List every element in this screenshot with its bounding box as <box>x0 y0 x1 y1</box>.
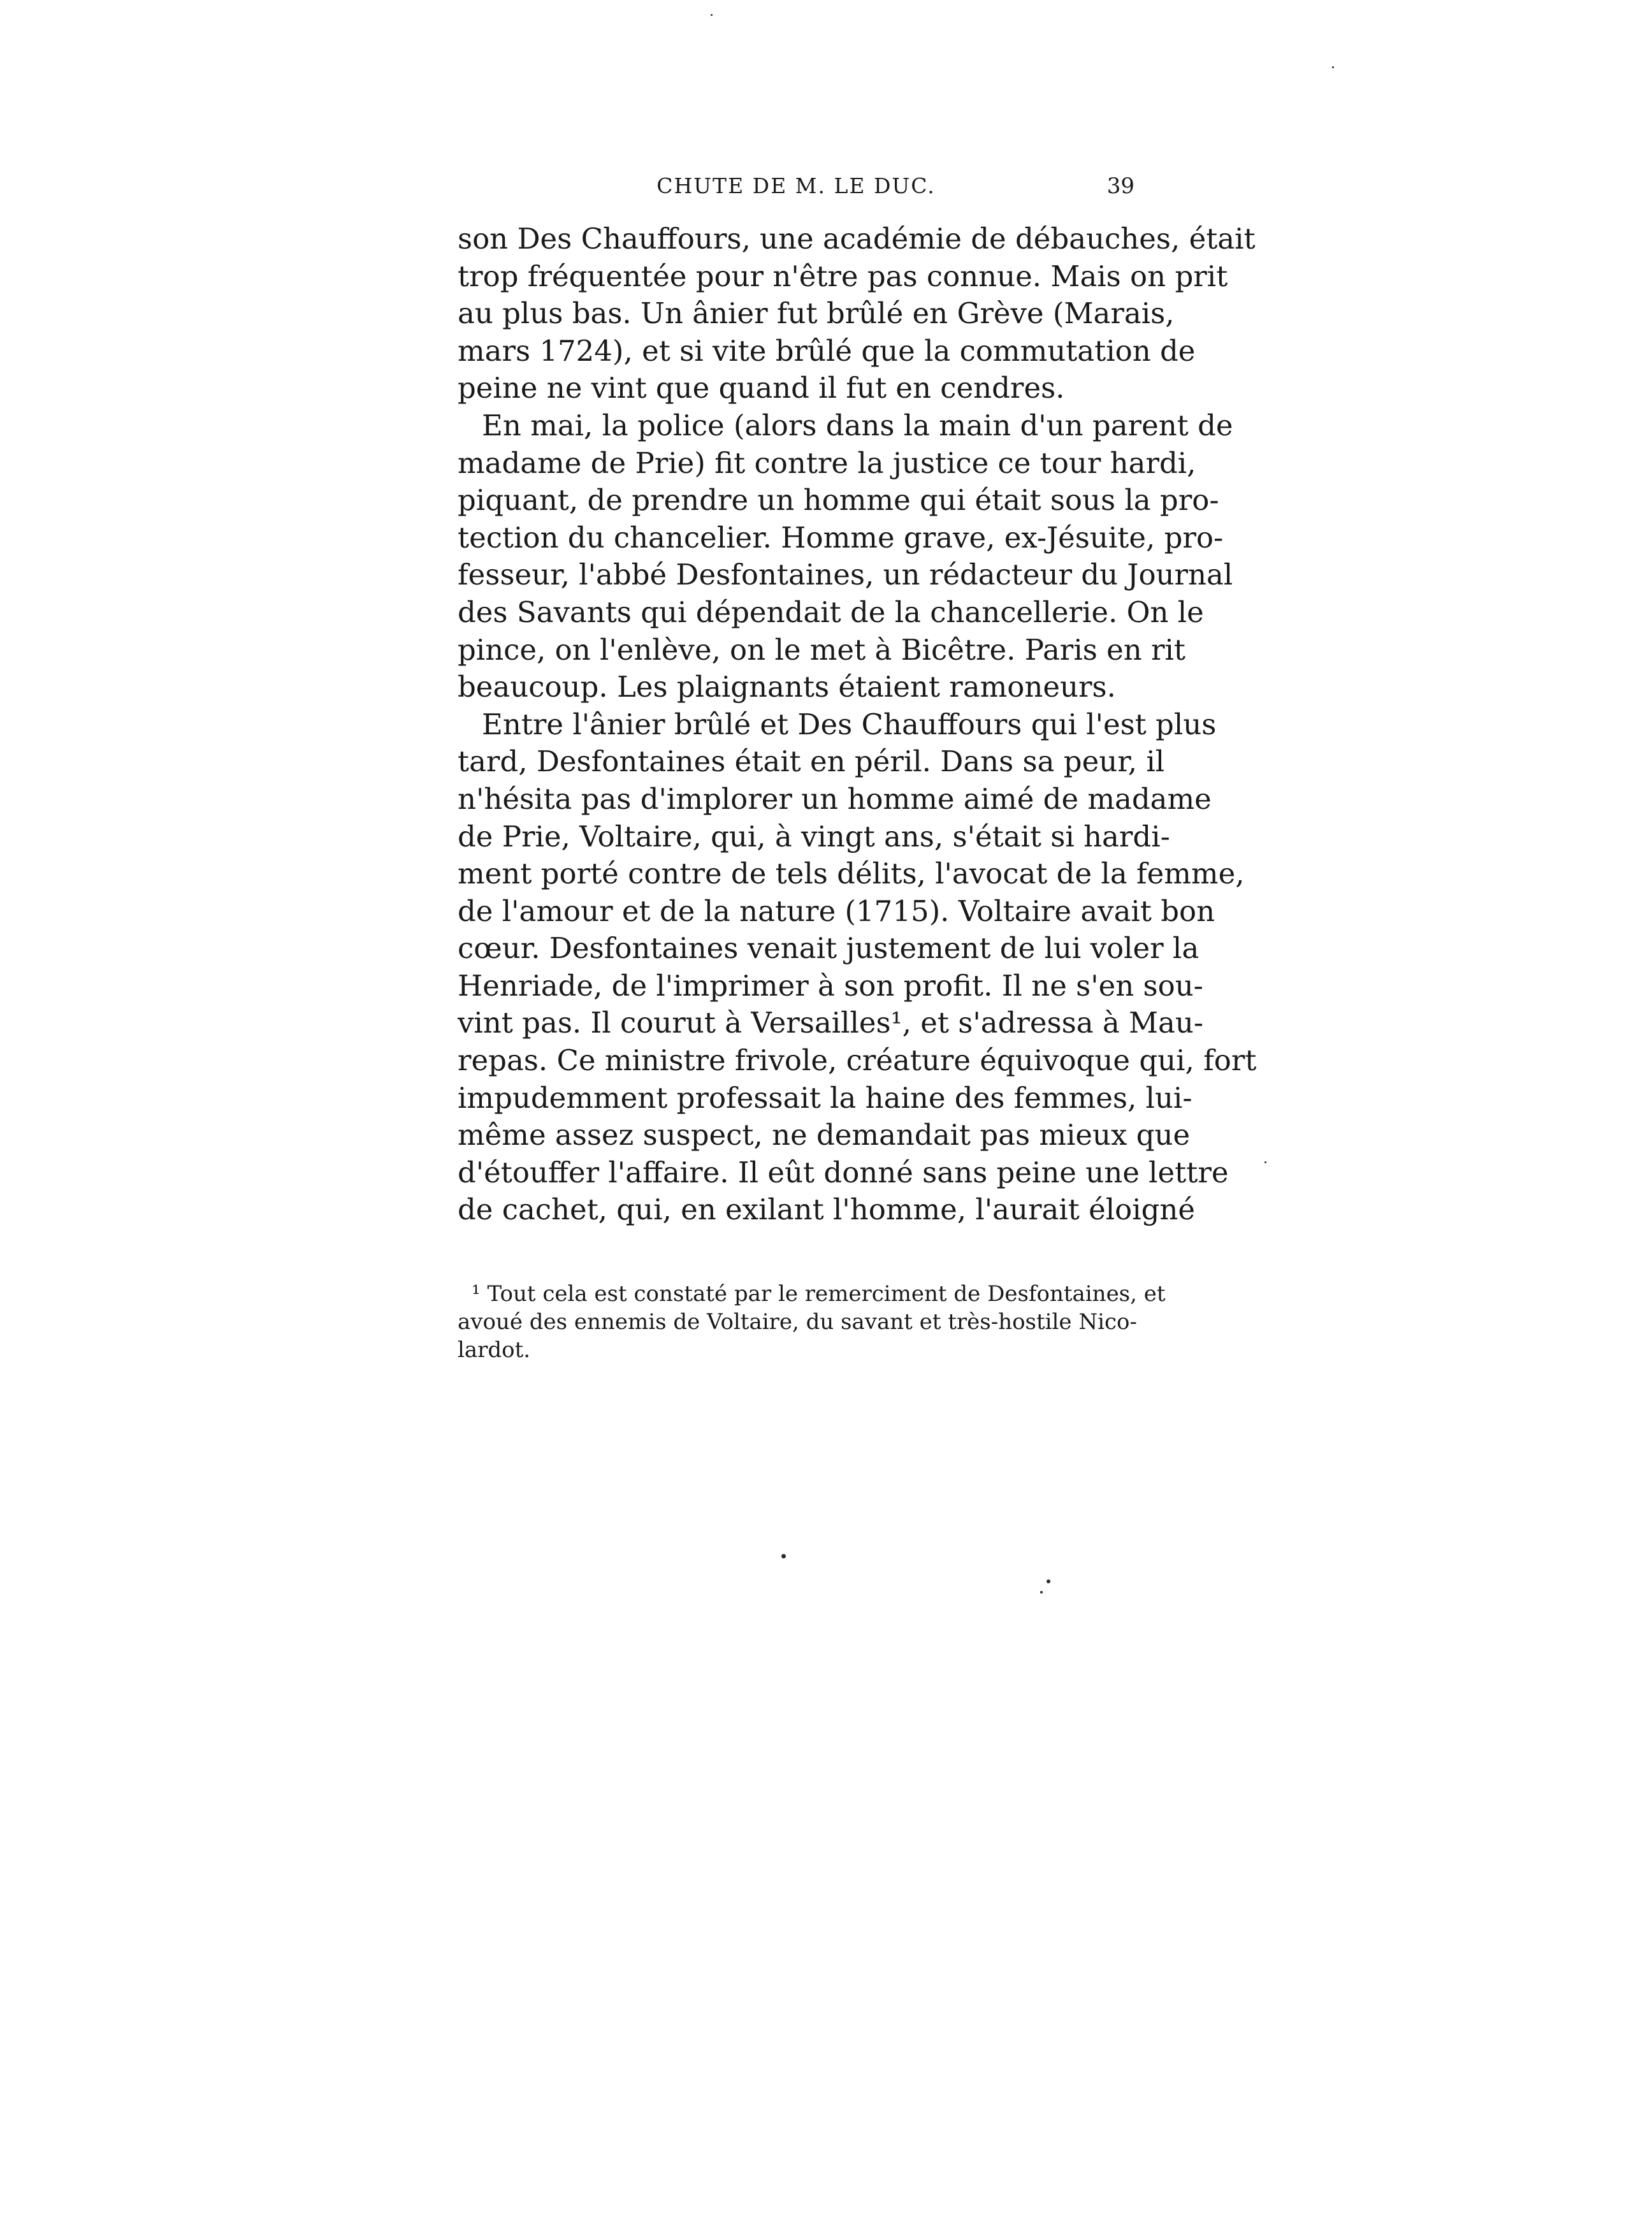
scan-speck <box>1332 66 1334 68</box>
text-line: n'hésita pas d'implorer un homme aimé de madame <box>458 781 1212 816</box>
scan-speck <box>711 14 713 16</box>
text-line: peine ne vint que quand il fut en cendres. <box>458 371 1065 405</box>
text-line: Henriade, de l'imprimer à son profit. Il ne s'en sou- <box>458 968 1203 1003</box>
text-line: des Savants qui dépendait de la chancellerie. On le <box>458 595 1204 629</box>
text-line: ment porté contre de tels délits, l'avocat de la femme, <box>458 857 1245 891</box>
text-line: vint pas. Il courut à Versailles¹, et s'adressa à Mau- <box>458 1006 1204 1040</box>
text-line: Entre l'ânier brûlé et Des Chauffours qui l'est plus <box>482 707 1217 741</box>
body-text <box>458 221 1257 1229</box>
text-line: fesseur, l'abbé Desfontaines, un rédacteur du Journal <box>458 558 1233 592</box>
footnote-line: lardot. <box>458 1337 531 1363</box>
text-line: mars 1724), et si vite brûlé que la commutation de <box>458 333 1196 368</box>
text-line: tard, Desfontaines était en péril. Dans sa peur, il <box>458 744 1165 779</box>
text-line: piquant, de prendre un homme qui était sous la pro- <box>458 483 1219 518</box>
text-line: d'étouffer l'affaire. Il eût donné sans peine une lettre <box>458 1155 1229 1189</box>
scan-speck <box>1264 1161 1266 1163</box>
text-line: cœur. Desfontaines venait justement de lui voler la <box>458 931 1199 966</box>
text-line: beaucoup. Les plaignants étaient ramoneurs. <box>458 670 1116 704</box>
text-line: madame de Prie) fit contre la justice ce tour hardi, <box>458 446 1196 480</box>
text-line: son Des Chauffours, une académie de débauches, était <box>458 222 1256 256</box>
page-header <box>458 173 1134 212</box>
scan-speck <box>1047 1579 1050 1583</box>
text-line: En mai, la police (alors dans la main d'un parent de <box>482 408 1233 442</box>
page-number: 39 <box>1106 173 1134 199</box>
footnote-line: avoué des ennemis de Voltaire, du savant et très-hostile Nico- <box>458 1309 1137 1335</box>
running-title: CHUTE DE M. LE DUC. <box>656 173 936 198</box>
text-line: même assez suspect, ne demandait pas mieux que <box>458 1118 1191 1152</box>
text-line: pince, on l'enlève, on le met à Bicêtre. Paris en rit <box>458 632 1186 667</box>
text-line: de Prie, Voltaire, qui, à vingt ans, s'était si hardi- <box>458 819 1170 853</box>
text-line: trop fréquentée pour n'être pas connue. Mais on prit <box>458 259 1228 293</box>
text-line: au plus bas. Un ânier fut brûlé en Grève (Marais, <box>458 296 1175 331</box>
text-line: repas. Ce ministre frivole, créature équivoque qui, fort <box>458 1043 1257 1078</box>
text-line: de l'amour et de la nature (1715). Voltaire avait bon <box>458 894 1215 928</box>
text-line: impudemment professait la haine des femmes, lui- <box>458 1080 1192 1115</box>
scan-speck <box>1040 1591 1043 1594</box>
footnote <box>458 1280 1166 1364</box>
footnote-line: ¹ Tout cela est constaté par le remerciment de Desfontaines, et <box>472 1281 1166 1307</box>
scan-speck <box>781 1554 786 1558</box>
text-line: tection du chancelier. Homme grave, ex-Jésuite, pro- <box>458 520 1224 555</box>
text-line: de cachet, qui, en exilant l'homme, l'aurait éloigné <box>458 1193 1196 1227</box>
